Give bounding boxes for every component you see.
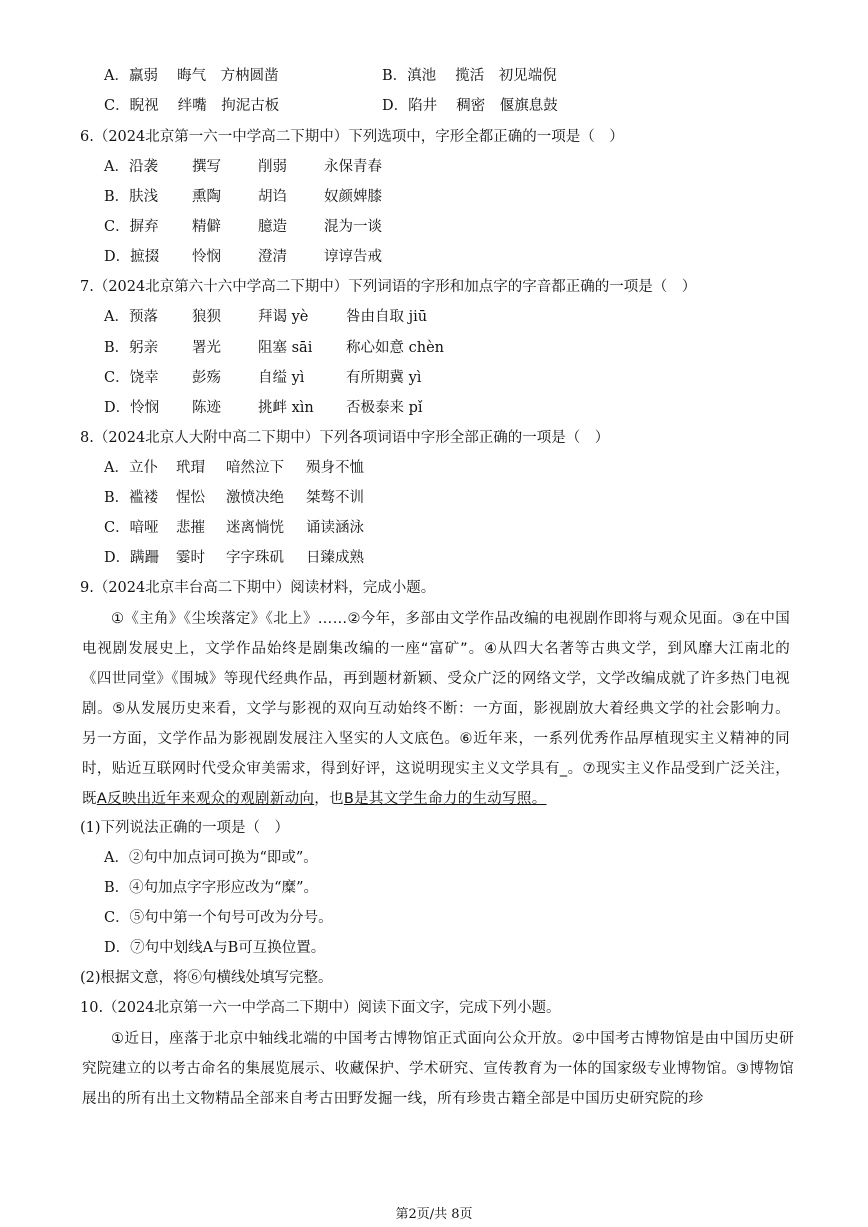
q5-option-d: D．陷井 稠密 偃旗息鼓 [382,98,558,114]
q6-option-c [104,217,382,237]
q9-sub1-stem: (1)下列说法正确的一项是（ ） [80,820,290,836]
q6-a-3: 削弱 [258,159,287,175]
q6-option-d [104,247,382,267]
q6-stem: 6.（2024北京第一六一中学高二下期中）下列选项中，字形全都正确的一项是（ ） [80,129,624,145]
q7-b-2: 署光 [192,340,221,356]
q8-d-2: 霎时 [176,550,205,566]
q6-d-4: 谆谆告戒 [324,249,382,265]
q7-b-3: 阻塞 sāi [258,340,313,356]
q8-stem: 8.（2024北京人大附中高二下期中）下列各项词语中字形全部正确的一项是（ ） [80,430,610,446]
q7-option-d [104,398,423,418]
q7-b-1: B．躬亲 [104,340,159,356]
q8-b-1: B．褴褛 [104,490,159,506]
q8-c-1: C．喑哑 [104,520,159,536]
page-footer: 第2页/共 8页 [395,1207,473,1222]
q8-b-2: 惺忪 [176,490,205,506]
q5-option-c: C．睨视 绊嘴 拘泥古板 [104,98,280,114]
q10-stem: 10.（2024北京第一六一中学高二下期中）阅读下面文字，完成下列小题。 [80,1000,561,1016]
q5-option-a: A．羸弱 晦气 方枘圆凿 [104,68,279,84]
q8-option-d [104,548,364,568]
q7-option-a [104,307,427,327]
q5-option-b: B．滇池 揽活 初见端倪 [382,68,557,84]
q6-c-4: 混为一谈 [324,219,382,235]
q8-c-4: 诵读涵泳 [306,520,364,536]
q7-a-3: 拜谒 yè [258,309,309,325]
q6-c-3: 臆造 [258,219,287,235]
q7-option-c [104,368,421,388]
q9-sub1-option-b: B．④句加点字字形应改为“糜”。 [104,880,318,896]
q9-stem: 9.（2024北京丰台高二下期中）阅读材料，完成小题。 [80,580,436,596]
q6-option-b [104,187,382,207]
q8-option-c [104,518,364,538]
q8-option-a [104,458,364,478]
q8-c-3: 迷离惝恍 [226,520,284,536]
q9-passage-mid: ，也 [314,791,344,807]
q6-a-2: 撰写 [192,159,221,175]
q9-sub1-option-c: C．⑤句中第一个句号可改为分号。 [104,910,333,926]
q8-b-4: 桀骜不训 [306,490,364,506]
q7-stem: 7.（2024北京第六十六中学高二下期中）下列词语的字形和加点字的字音都正确的一项是（ ） [80,279,697,295]
q8-b-3: 激愤决绝 [226,490,284,506]
q8-option-b [104,488,364,508]
q9-underline-b: B是其文学生命力的生动写照。 [343,791,547,807]
q8-a-1: A．立仆 [104,460,158,476]
q6-b-1: B．肤浅 [104,189,159,205]
q7-d-1: D．怜悯 [104,400,160,416]
q6-d-1: D．摭掇 [104,249,160,265]
q6-c-2: 精僻 [192,219,221,235]
q6-option-a [104,157,382,177]
q6-d-2: 怜悯 [192,249,221,265]
q7-a-2: 狼狈 [192,309,221,325]
q7-b-4: 称心如意 chèn [346,340,444,356]
q7-a-1: A．预落 [104,309,158,325]
q6-c-1: C．摒弃 [104,219,159,235]
q8-a-2: 玳瑁 [176,460,205,476]
q9-passage [82,604,790,814]
q8-d-4: 日臻成熟 [306,550,364,566]
q7-d-2: 陈迹 [192,400,221,416]
q7-c-4: 有所期冀 yì [346,370,422,386]
q8-a-4: 殒身不恤 [306,460,364,476]
q9-underline-a: A反映出近年来观众的观剧新动向 [96,791,315,807]
q7-c-1: C．饶幸 [104,370,159,386]
q7-c-3: 自缢 yì [258,370,305,386]
q7-option-b [104,338,444,358]
q6-b-3: 胡诌 [258,189,287,205]
q9-passage-text: ①《主角》《尘埃落定》《北上》……②今年，多部由文学作品改编的电视剧作即将与观众见面。③在中国电视剧发展史上，文学作品始终是剧集改编的一座“富矿”。④从四大名著等古典文学，到风靡大江南北的《四世同堂》《围城》等现代经典作品，再到题材新颖、受众广泛的网络文学，文学改编成就了许多热门电视剧。⑤从发展历史来看，文学与影视的双向互动始终不断：一方面，影视剧放大着经典文学的社会影响力。另一方面，文学作品为影视剧发展注入坚实的人文底色。⑥近年来，一系列优秀作品厚植现实主义精神的同时，贴近互联网时代受众审美需求，得到好评，这说明现实主义文学具有_。⑦现实主义作品受到广泛关注，既 [82,611,790,807]
q9-sub1-option-a: A．②句中加点词可换为“即或”。 [104,850,318,866]
q8-a-3: 喑然泣下 [226,460,284,476]
q9-sub2-stem: (2)根据文意，将⑥句横线处填写完整。 [80,970,333,986]
q7-d-4: 否极泰来 pǐ [346,400,423,416]
q6-a-4: 永保青春 [324,159,382,175]
q8-d-3: 字字珠矶 [226,550,284,566]
q6-b-2: 熏陶 [192,189,221,205]
q8-c-2: 悲摧 [176,520,205,536]
q6-b-4: 奴颜婢膝 [324,189,382,205]
q7-a-4: 咎由自取 jiū [346,309,428,325]
q7-c-2: 彭殇 [192,370,221,386]
q6-d-3: 澄清 [258,249,287,265]
q6-a-1: A．沿袭 [104,159,158,175]
q10-passage: ①近日，座落于北京中轴线北端的中国考古博物馆正式面向公众开放。②中国考古博物馆是由中国历史研究院建立的以考古命名的集展览展示、收藏保护、学术研究、宣传教育为一体的国家级专业博物馆。③博物馆展出的所有出土文物精品全部来自考古田野发掘一线，所有珍贵古籍全部是中国历史研究院的珍 [82,1031,794,1107]
q7-d-3: 挑衅 xìn [258,400,314,416]
q9-sub1-option-d: D．⑦句中划线A与B可互换位置。 [104,940,326,956]
q8-d-1: D．蹒跚 [104,550,160,566]
